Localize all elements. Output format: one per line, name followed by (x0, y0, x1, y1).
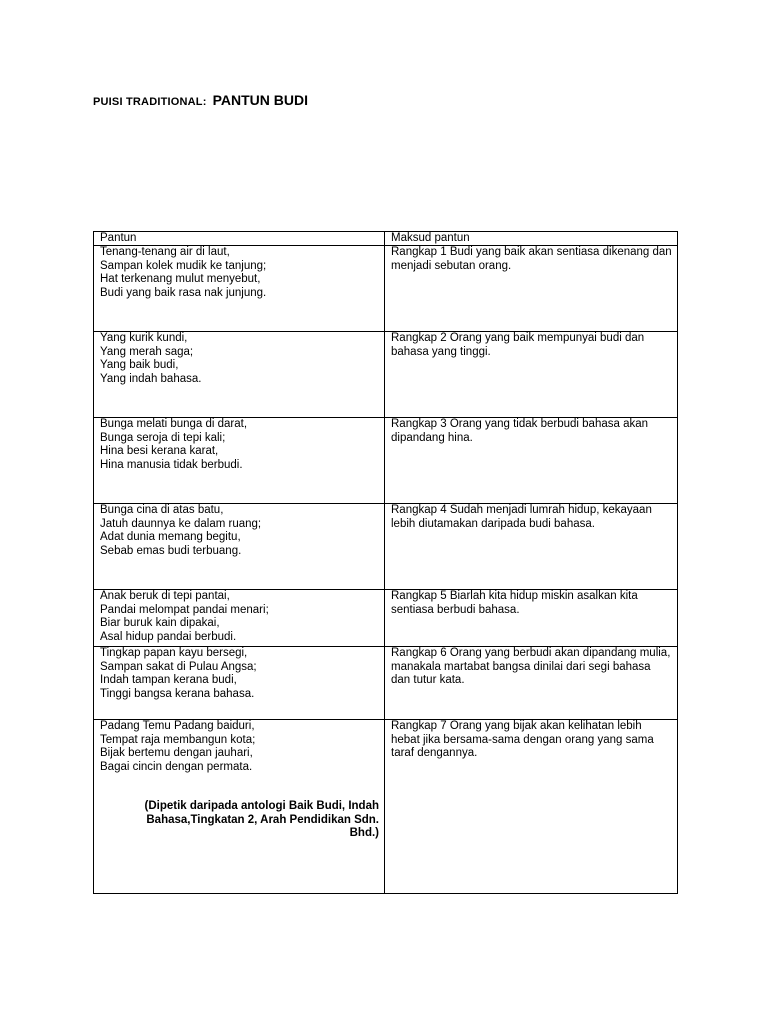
pantun-line: Hina manusia tidak berbudi. (100, 458, 243, 471)
pantun-line: Jatuh daunnya ke dalam ruang; (100, 517, 262, 530)
meaning-text: Rangkap 6 Orang yang berbudi akan dipandang mulia, manakala martabat bangsa dinilai dari segi bahasa dan tutur kata. (391, 647, 671, 686)
pantun-line: Bijak bertemu dengan jauhari, (100, 747, 253, 759)
table-row (94, 246, 678, 332)
pantun-line: Hina besi kerana karat, (100, 445, 219, 457)
pantun-line: Budi yang baik rasa nak junjung. (100, 286, 267, 299)
pantun-line: Tenang-tenang air di laut, (100, 246, 230, 258)
meaning-cell (385, 590, 678, 647)
pantun-line: Asal hidup pandai berbudi. (100, 630, 237, 643)
pantun-line: Anak beruk di tepi pantai, (100, 590, 230, 602)
pantun-line: Bunga melati bunga di darat, (100, 418, 248, 430)
pantun-table (93, 231, 678, 894)
meaning-text: Rangkap 5 Biarlah kita hidup miskin asalkan kita sentiasa berbudi bahasa. (391, 590, 638, 616)
source-credit: (Dipetik daripada antologi Baik Budi, Indah Bahasa,Tingkatan 2, Arah Pendidikan Sdn. Bhd.) (144, 800, 379, 839)
meaning-cell (385, 246, 678, 332)
pantun-line: Tingkap papan kayu bersegi, (100, 647, 248, 659)
pantun-line: Bagai cincin dengan permata. (100, 760, 253, 773)
pantun-line: Bunga seroja di tepi kali; (100, 431, 226, 444)
table-row (94, 504, 678, 590)
meaning-cell (385, 504, 678, 590)
table-header-row (94, 232, 678, 246)
meaning-cell (385, 720, 678, 894)
pantun-cell (94, 246, 385, 332)
pantun-line: Bunga cina di atas batu, (100, 504, 224, 516)
meaning-text: Rangkap 1 Budi yang baik akan sentiasa dikenang dan menjadi sebutan orang. (391, 246, 672, 272)
pantun-line: Hat terkenang mulut menyebut, (100, 273, 261, 285)
pantun-cell (94, 590, 385, 647)
pantun-line: Biar buruk kain dipakai, (100, 617, 220, 629)
table-row (94, 418, 678, 504)
pantun-line: Indah tampan kerana budi, (100, 674, 237, 686)
pantun-line: Sampan kolek mudik ke tanjung; (100, 259, 267, 272)
pantun-line: Yang merah saga; (100, 345, 194, 358)
table-row (94, 720, 678, 894)
heading-label: PUISI TRADITIONAL: (93, 96, 207, 108)
pantun-cell (94, 720, 385, 894)
meaning-text: Rangkap 4 Sudah menjadi lumrah hidup, kekayaan lebih diutamakan daripada budi bahasa. (391, 504, 652, 530)
table-row (94, 332, 678, 418)
pantun-line: Yang kurik kundi, (100, 332, 188, 344)
table-row (94, 647, 678, 720)
table-row (94, 590, 678, 647)
pantun-line: Sebab emas budi terbuang. (100, 544, 242, 557)
pantun-line: Tinggi bangsa kerana bahasa. (100, 687, 255, 700)
pantun-line: Padang Temu Padang baiduri, (100, 720, 255, 732)
meaning-cell (385, 647, 678, 720)
pantun-cell (94, 418, 385, 504)
meaning-text: Rangkap 2 Orang yang baik mempunyai budi dan bahasa yang tinggi. (391, 332, 645, 358)
pantun-cell (94, 504, 385, 590)
pantun-cell (94, 332, 385, 418)
pantun-line: Tempat raja membangun kota; (100, 733, 256, 746)
document-heading (93, 92, 308, 110)
pantun-line: Pandai melompat pandai menari; (100, 603, 269, 616)
page-title: PANTUN BUDI (212, 92, 309, 108)
meaning-text: Rangkap 7 Orang yang bijak akan kelihatan lebih hebat jika bersama-sama dengan orang yang sama taraf dengannya. (391, 720, 654, 759)
column-header-maksud: Maksud pantun (385, 232, 678, 246)
pantun-line: Adat dunia memang begitu, (100, 531, 241, 543)
meaning-cell (385, 418, 678, 504)
column-header-pantun: Pantun (94, 232, 385, 246)
meaning-text: Rangkap 3 Orang yang tidak berbudi bahasa akan dipandang hina. (391, 418, 649, 444)
pantun-cell (94, 647, 385, 720)
meaning-cell (385, 332, 678, 418)
pantun-line: Yang indah bahasa. (100, 372, 202, 385)
pantun-line: Yang baik budi, (100, 359, 179, 371)
pantun-line: Sampan sakat di Pulau Angsa; (100, 660, 257, 673)
